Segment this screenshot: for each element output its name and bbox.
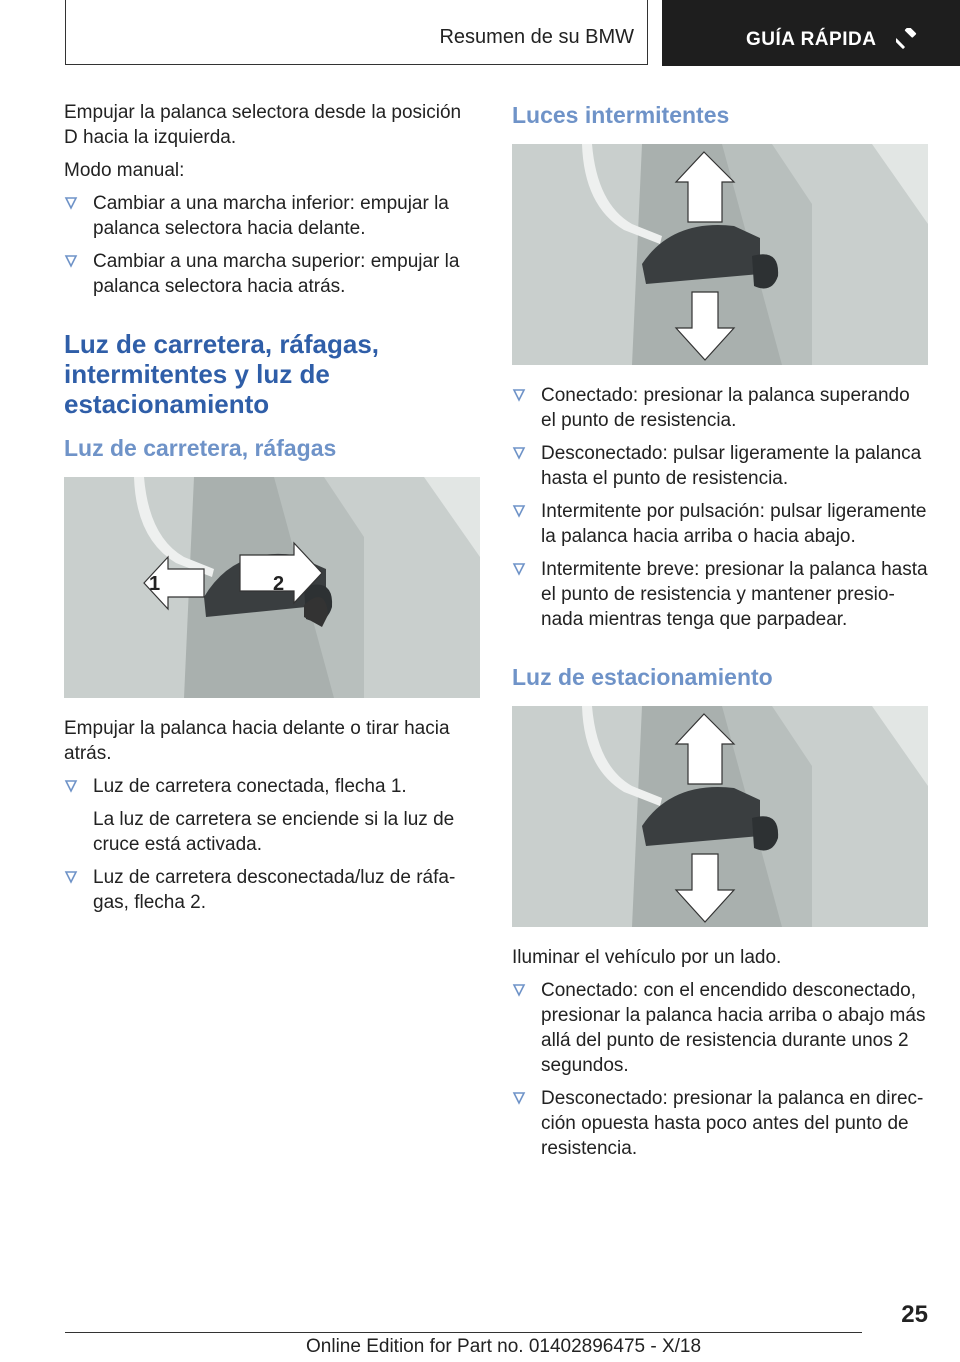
bullet-triangle-icon (512, 504, 526, 518)
high-beam-description: Empujar la palanca hacia delante o tirar hacia atrás. (64, 718, 450, 764)
manual-mode-list (64, 191, 480, 299)
list-item (512, 441, 928, 491)
parking-light-heading: Luz de estacionamiento (512, 664, 773, 690)
parking-light-description: Iluminar el vehículo por un lado. (512, 947, 782, 968)
intro-paragraph: Empujar la palanca selectora desde la posición D hacia la izquierda. (64, 102, 462, 148)
section-title: Resumen de su BMW (439, 26, 634, 48)
list-item (64, 191, 480, 241)
parking-light-list (512, 978, 928, 1161)
parking-light-lever-figure (512, 706, 928, 927)
list-item-text: Conectado: presionar la palanca superando el punto de resistencia. (541, 385, 910, 431)
hammer-icon (896, 28, 918, 50)
arrow-label-2: 2 (273, 573, 285, 595)
edition-note: Online Edition for Part no. 01402896475 - X/18 (306, 1336, 702, 1357)
bullet-triangle-icon (512, 446, 526, 460)
list-item-subtext: La luz de carretera se enciende si la luz de cruce está activada. (93, 809, 455, 855)
list-item (512, 499, 928, 549)
list-item (512, 383, 928, 433)
header-divider-left (65, 0, 66, 64)
list-item (64, 865, 480, 915)
turn-signal-lever-figure (512, 144, 928, 365)
bullet-triangle-icon (512, 1091, 526, 1105)
list-item (512, 978, 928, 1078)
turn-signal-list (512, 383, 928, 632)
right-column (512, 100, 928, 1169)
list-item-text: Intermitente por pulsación: pulsar ligeramente la palanca hacia arriba o hacia abajo. (541, 501, 927, 547)
bullet-triangle-icon (512, 562, 526, 576)
main-heading: Luz de carretera, ráfagas, intermitentes y luz de estacionamiento (64, 329, 380, 419)
bullet-triangle-icon (64, 870, 78, 884)
list-item-text: Conectado: con el encendido desconectado, presionar la palanca hacia arriba o abajo más allá del punto de resistencia durante unos 2 segundos. (541, 980, 926, 1076)
header-divider-right (647, 0, 648, 65)
turn-signal-heading: Luces intermitentes (512, 102, 730, 128)
bullet-triangle-icon (64, 254, 78, 268)
high-beam-heading: Luz de carretera, ráfagas (64, 435, 337, 461)
list-item (512, 1086, 928, 1161)
list-item-text: Luz de carretera desconectada/luz de ráfagas, flecha 2. (93, 867, 456, 913)
footer-divider (65, 1332, 862, 1333)
bullet-triangle-icon (64, 196, 78, 210)
list-item (64, 774, 480, 857)
manual-mode-label: Modo manual: (64, 160, 185, 181)
high-beam-lever-figure (64, 477, 480, 698)
quick-guide-tab-label: GUÍA RÁPIDA (746, 29, 877, 50)
quick-guide-tab[interactable] (662, 0, 960, 66)
bullet-triangle-icon (512, 388, 526, 402)
list-item-text: Luz de carretera conectada, flecha 1. (93, 776, 407, 797)
list-item (64, 249, 480, 299)
list-item-text: Intermitente breve: presionar la palanca hasta el punto de resistencia y mantener presionada mientras tenga que parpadear. (541, 559, 928, 630)
list-item-text: Desconectado: pulsar ligeramente la palanca hasta el punto de resistencia. (541, 443, 922, 489)
bullet-triangle-icon (64, 779, 78, 793)
list-item-text: Desconectado: presionar la palanca en dirección opuesta hasta poco antes del punto de resistencia. (541, 1088, 924, 1159)
list-item-text: Cambiar a una marcha inferior: empujar la palanca selectora hacia delante. (93, 193, 449, 239)
arrow-label-1: 1 (149, 573, 161, 595)
header-divider-bottom (65, 64, 648, 65)
list-item-text: Cambiar a una marcha superior: empujar la palanca selectora hacia atrás. (93, 251, 460, 297)
page-number: 25 (901, 1301, 928, 1328)
bullet-triangle-icon (512, 983, 526, 997)
list-item (512, 557, 928, 632)
left-column (64, 100, 480, 923)
high-beam-list (64, 774, 480, 915)
